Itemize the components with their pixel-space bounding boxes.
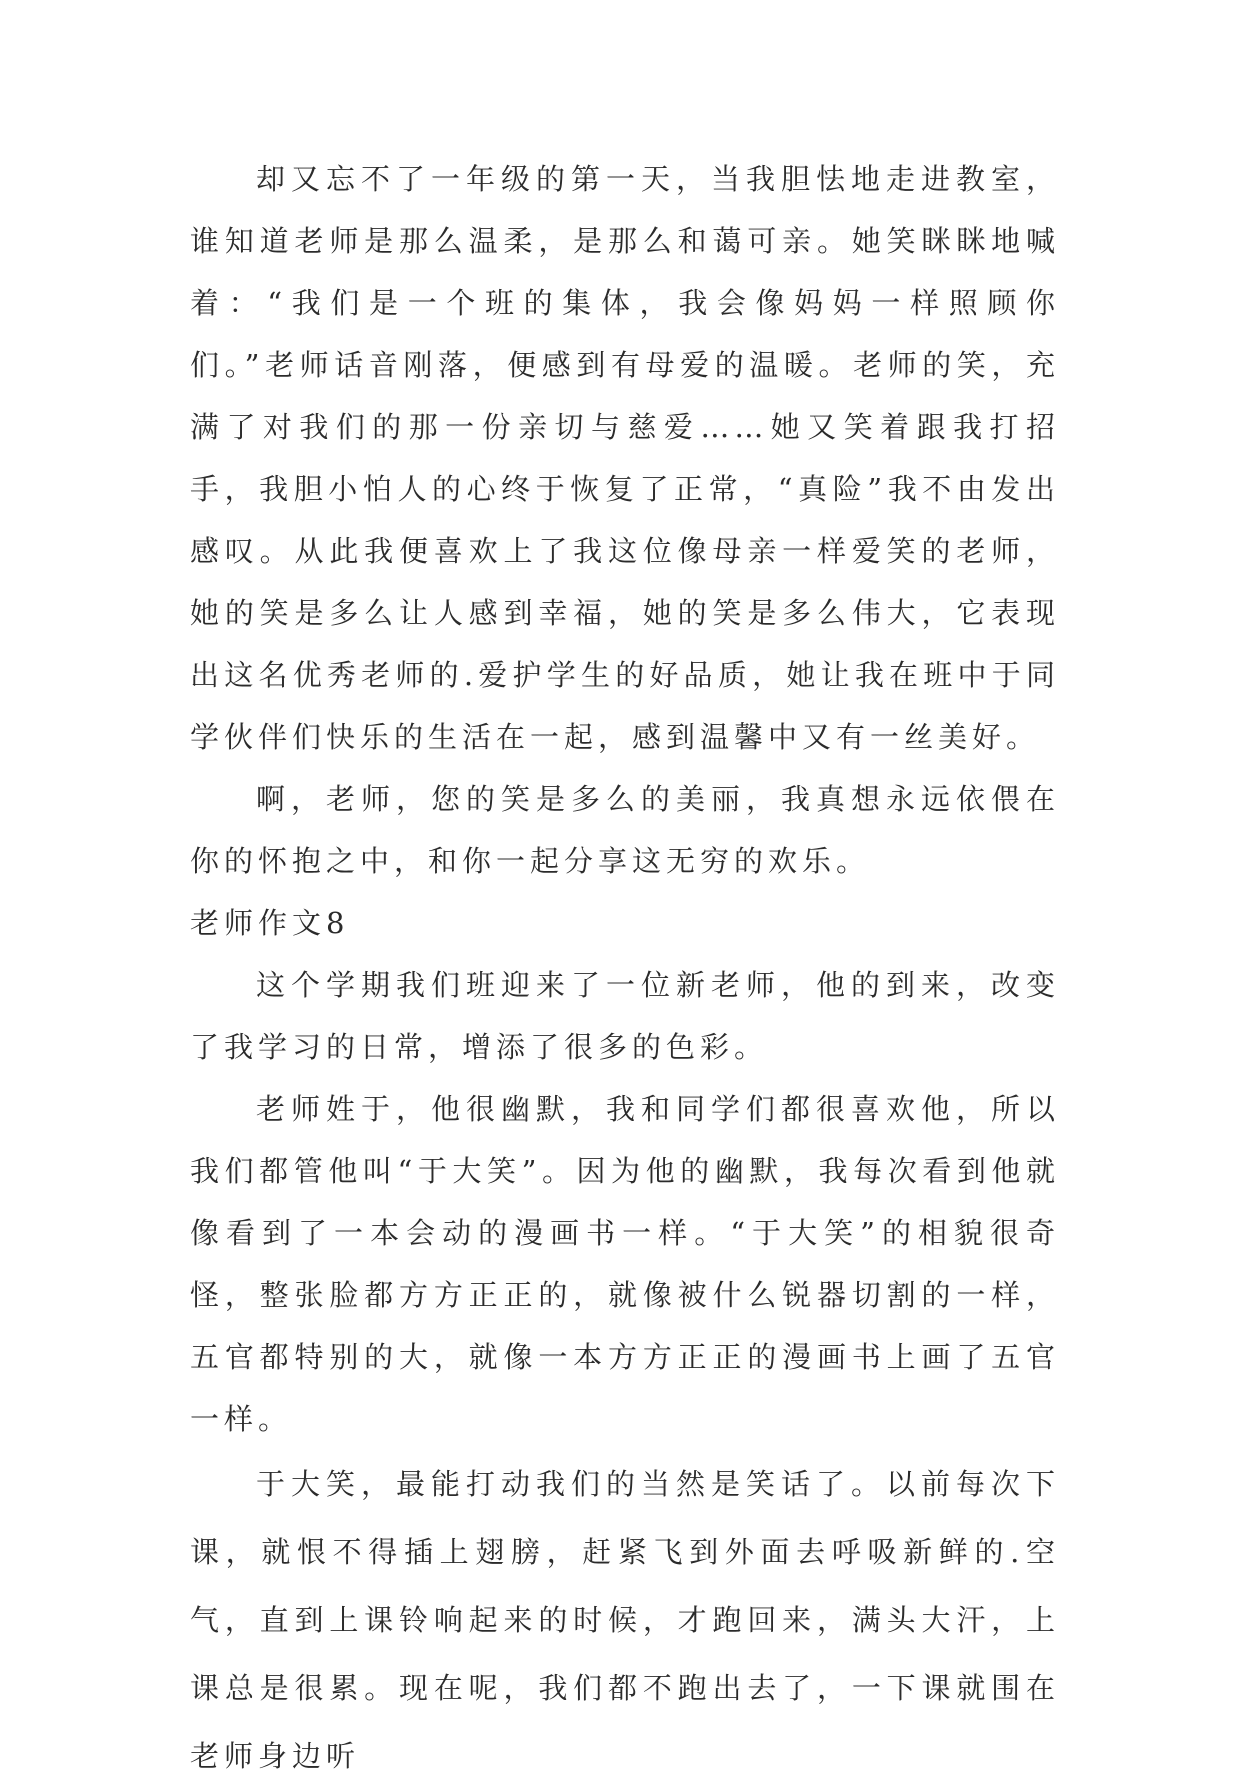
section-title: 老师作文8 [190,906,350,940]
body-paragraph: 老师姓于，他很幽默，我和同学们都很喜欢他，所以我们都管他叫“于大笑”。因为他的幽默，我每次看到他就像看到了一本会动的漫画书一样。“于大笑”的相貌很奇怪，整张脸都方方正正的，就像被什么锐器切割的一样，五官都特别的大，就像一本方方正正的漫画书上画了五官一样。 [190,1092,1060,1436]
body-paragraph: 啊，老师，您的笑是多么的美丽，我真想永远依偎在你的怀抱之中，和你一起分享这无穷的欢乐。 [190,782,1060,878]
body-paragraph: 于大笑，最能打动我们的当然是笑话了。以前每次下课，就恨不得插上翅膀，赶紧飞到外面去呼吸新鲜的.空气，直到上课铃响起来的时候，才跑回来，满头大汗，上课总是很累。现在呢，我们都不跑出去了，一下课就围在老师身边听 [190,1467,1060,1773]
body-paragraph: 却又忘不了一年级的第一天，当我胆怯地走进教室，谁知道老师是那么温柔，是那么和蔼可亲。她笑眯眯地喊着：“我们是一个班的集体，我会像妈妈一样照顾你们。”老师话音刚落，便感到有母爱的温暖。老师的笑，充满了对我们的那一份亲切与慈爱……她又笑着跟我打招手，我胆小怕人的心终于恢复了正常，“真险”我不由发出感叹。从此我便喜欢上了我这位像母亲一样爱笑的老师，她的笑是多么让人感到幸福，她的笑是多么伟大，它表现出这名优秀老师的.爱护学生的好品质，她让我在班中于同学伙伴们快乐的生活在一起，感到温馨中又有一丝美好。 [190,162,1060,754]
body-paragraph: 这个学期我们班迎来了一位新老师，他的到来，改变了我学习的日常，增添了很多的色彩。 [190,968,1060,1064]
document-page [190,148,1060,1790]
